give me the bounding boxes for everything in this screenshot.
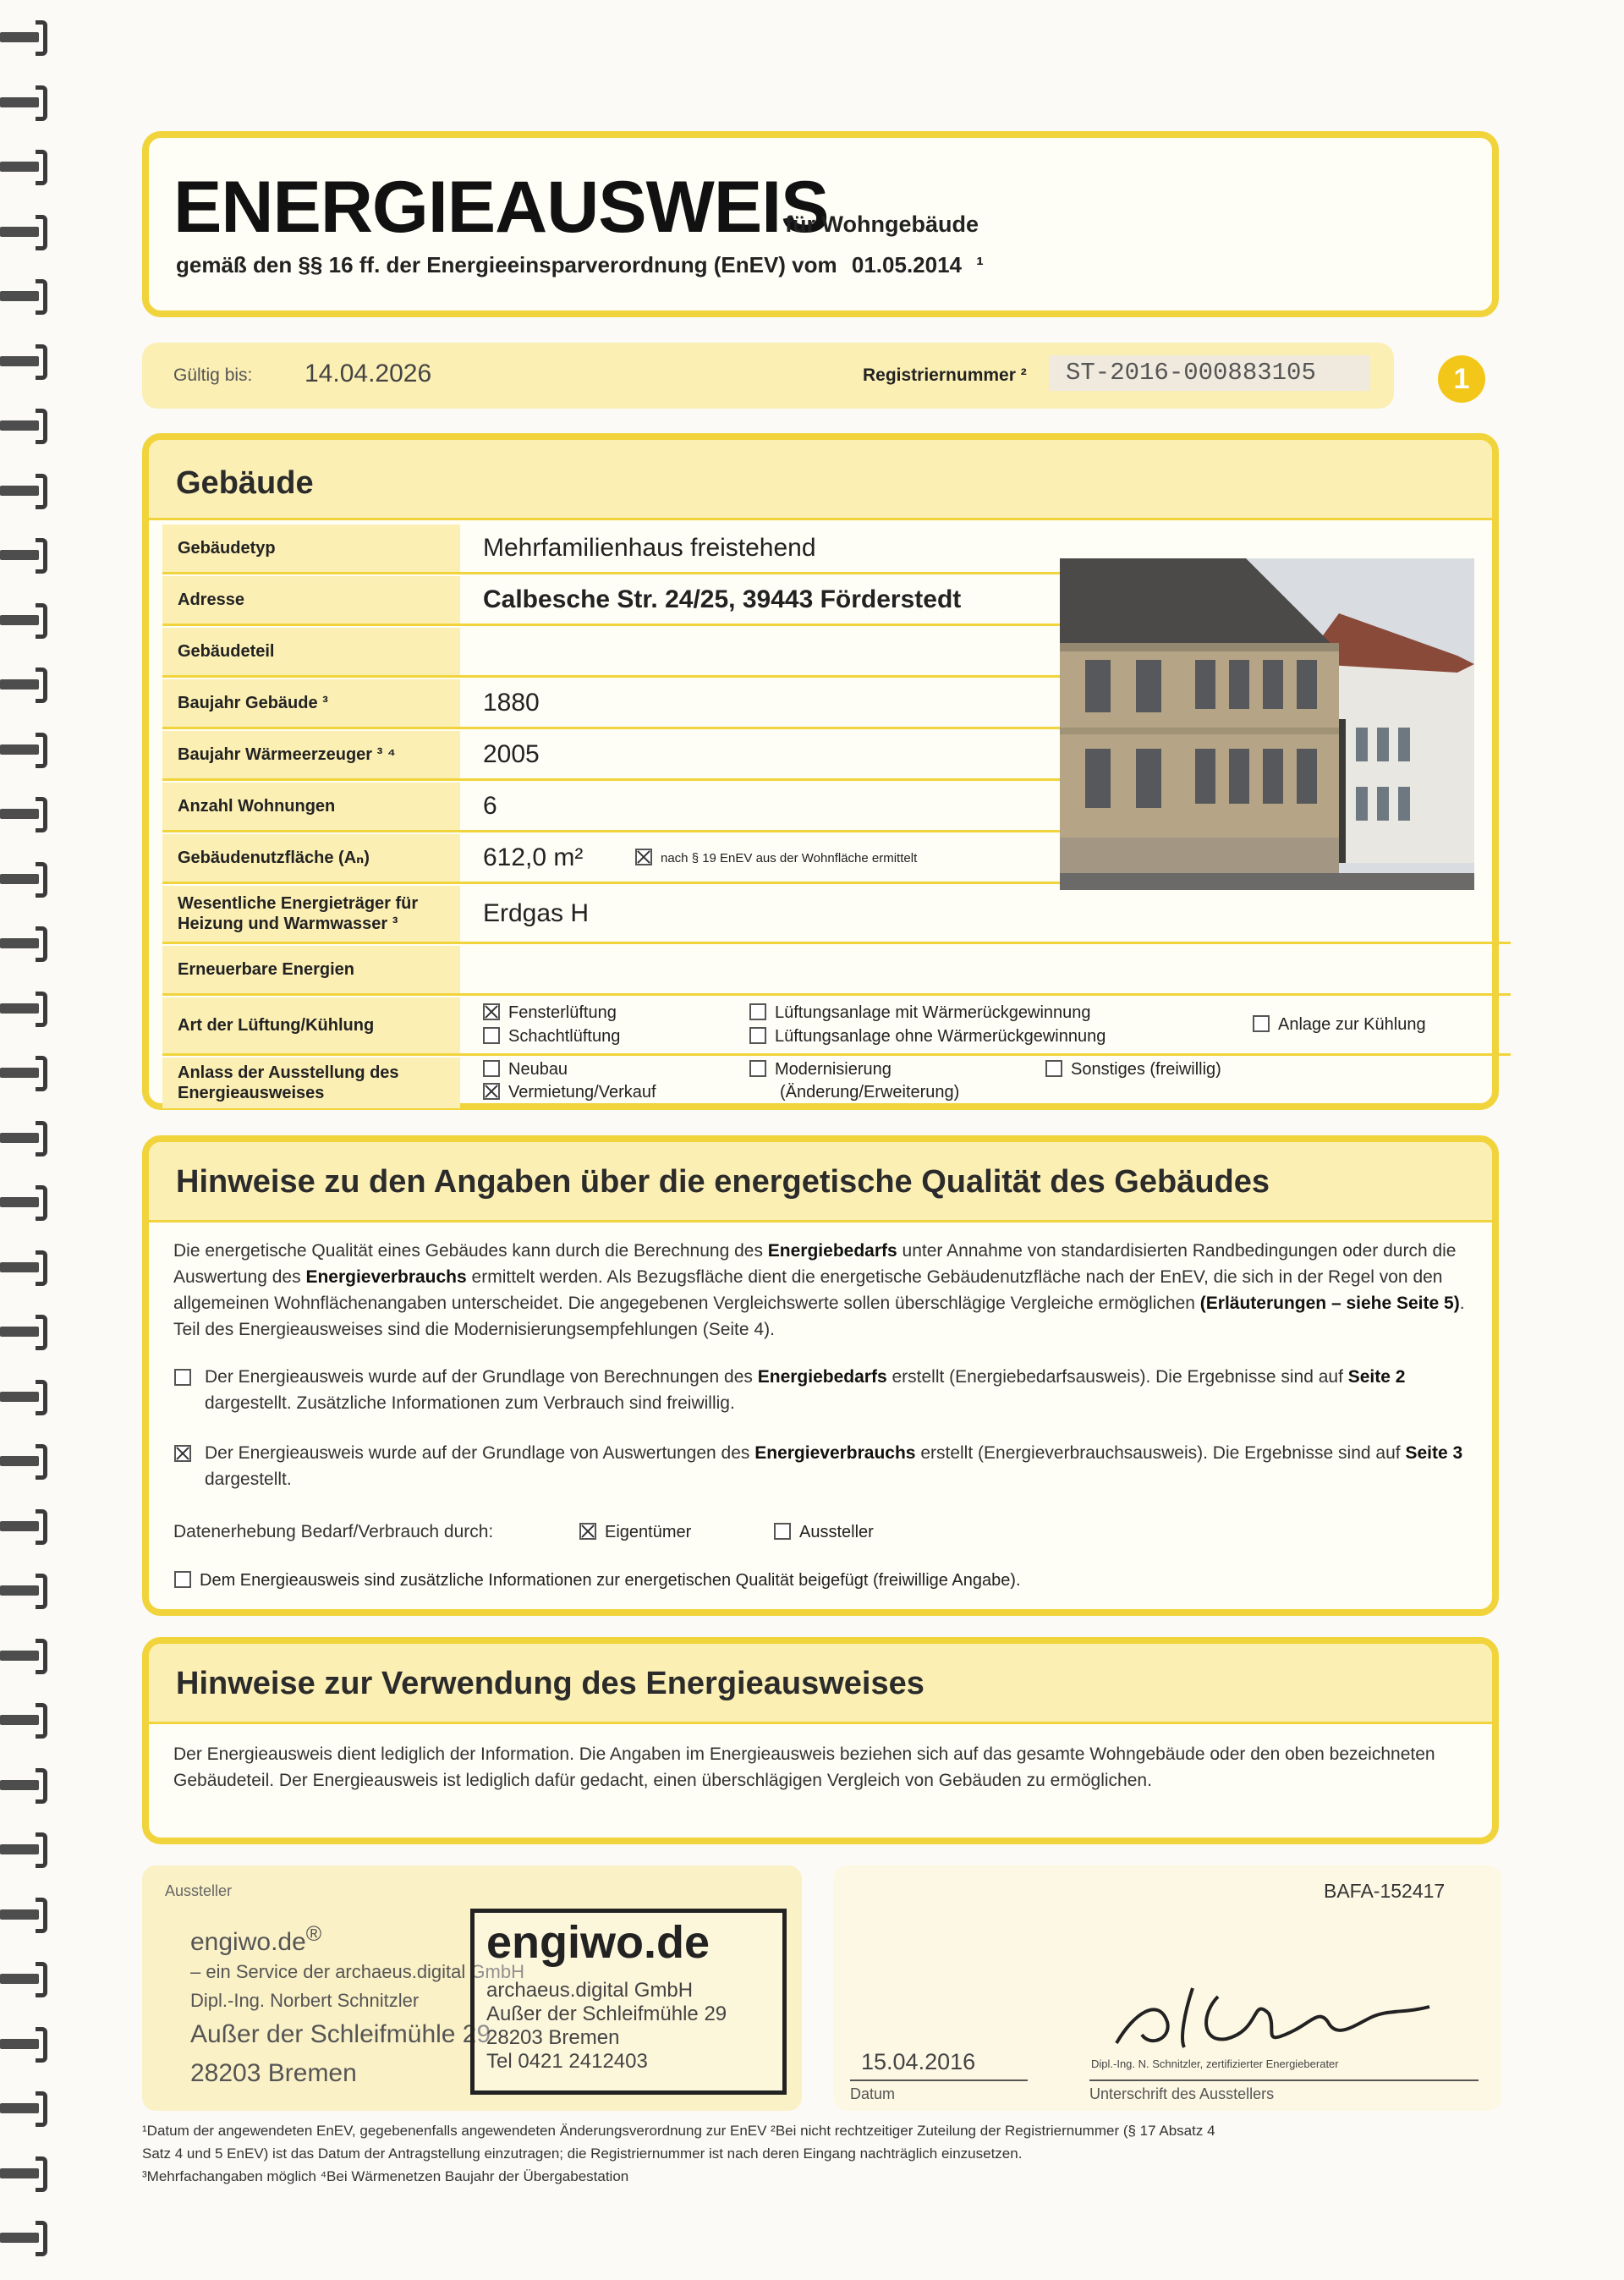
- binding-ring: [0, 1247, 52, 1288]
- footnote-line-2: Satz 4 und 5 EnEV) ist das Datum der Antragstellung einzutragen; die Registriernummer ist nach deren Eingang nachträglich einzusetzen.: [142, 2145, 1023, 2162]
- quality-section-title: Hinweise zu den Angaben über die energetische Qualität des Gebäudes: [176, 1164, 1270, 1200]
- label-energy-carrier: Wesentliche Energieträger für Heizung und Warmwasser ³: [162, 886, 460, 942]
- stamp-line-2: Außer der Schleifmühle 29: [486, 2003, 727, 2025]
- document-title: ENERGIEAUSWEIS: [173, 167, 829, 248]
- row-divider: [162, 675, 1193, 678]
- building-section-header: [149, 440, 1492, 520]
- label-reason: Anlass der Ausstellung des Energieausweises: [162, 1058, 460, 1108]
- issuer-line-4: Außer der Schleifmühle 29: [190, 2020, 491, 2048]
- binding-ring: [0, 1829, 52, 1870]
- data-collection-label: Datenerhebung Bedarf/Verbrauch durch:: [173, 1522, 494, 1541]
- binding-ring: [0, 1052, 52, 1093]
- date-label: Datum: [850, 2085, 896, 2102]
- reason-new-build[interactable]: Neubau: [483, 1060, 568, 1080]
- binding-ring: [0, 535, 52, 575]
- floor-area-note: nach § 19 EnEV aus der Wohnfläche ermittelt: [635, 850, 917, 867]
- signature: [1100, 1963, 1455, 2064]
- issuer-label: Aussteller: [165, 1882, 233, 1899]
- binding-ring: [0, 212, 52, 252]
- binding-ring: [0, 1635, 52, 1676]
- value-floor-area: 612,0 m²: [483, 843, 584, 871]
- binding-ring: [0, 1376, 52, 1417]
- usage-text: Der Energieausweis dient lediglich der Information. Die Angaben im Energieausweis beziehen sich auf das gesamte Wohngebäude oder den oben bezeichneten Gebäudeteil. Der Energieausweis ist lediglich dafür gedacht, einen überschlägigen Vergleich von Gebäuden zu ermöglichen.: [173, 1744, 1435, 1790]
- issuer-line-2: – ein Service der archaeus.digital GmbH: [190, 1961, 524, 1982]
- binding-ring: [0, 1765, 52, 1805]
- binding-ring: [0, 2088, 52, 2129]
- binding-ring: [0, 1959, 52, 1999]
- value-apartments: 6: [483, 792, 497, 820]
- binding-ring: [0, 859, 52, 899]
- reason-modernisation-note: (Änderung/Erweiterung): [780, 1083, 960, 1102]
- row-divider: [162, 942, 1511, 944]
- row-divider: [162, 572, 1193, 574]
- binding-ring: [0, 405, 52, 446]
- stamp-line-1: archaeus.digital GmbH: [486, 1979, 694, 2002]
- value-construction-year: 1880: [483, 689, 540, 717]
- reason-other[interactable]: Sonstiges (freiwillig): [1045, 1060, 1221, 1080]
- binding-ring: [0, 988, 52, 1029]
- stamp-line-3: 28203 Bremen: [486, 2026, 620, 2049]
- spiral-binding: [0, 0, 63, 2280]
- issuer-name: engiwo.de®: [190, 1922, 322, 1956]
- quality-intro: Die energetische Qualität eines Gebäudes kann durch die Berechnung des Energiebedarfs unter Annahme von standardisierten Randbedingungen oder durch die Auswertung des Energieverbrauchs ermittelt werden. Als Bezugsfläche dient die energetische Gebäudenutzfläche nach der EnEV, die sich in der Regel von den allgemeinen Wohnflächenangaben unterscheidet. Die angegebenen Vergleichswerte sollen überschlägige Vergleiche ermöglichen (Erläuterungen – siehe Seite 5). Teil des Energieausweises sind die Modernisierungsempfehlungen (Seite 4).: [173, 1241, 1465, 1339]
- label-renewable: Erneuerbare Energien: [162, 946, 460, 993]
- label-construction-year: Baujahr Gebäude ³: [162, 679, 460, 727]
- issuer-line-3: Dipl.-Ing. Norbert Schnitzler: [190, 1990, 420, 2011]
- stamp-title: engiwo.de: [486, 1917, 710, 1968]
- binding-ring: [0, 664, 52, 705]
- binding-ring: [0, 1441, 52, 1481]
- issuer-stamp: [470, 1909, 787, 2095]
- label-building-part: Gebäudeteil: [162, 628, 460, 675]
- label-address: Adresse: [162, 576, 460, 624]
- label-heater-year: Baujahr Wärmeerzeuger ³ ⁴: [162, 731, 460, 778]
- option-demand-checkbox[interactable]: [174, 1371, 200, 1387]
- reason-modernisation[interactable]: Modernisierung: [749, 1060, 892, 1080]
- row-divider: [162, 1053, 1511, 1056]
- valid-label: Gültig bis:: [173, 365, 253, 385]
- value-heater-year: 2005: [483, 740, 540, 768]
- binding-ring: [0, 2217, 52, 2258]
- value-building-type: Mehrfamilienhaus freistehend: [483, 534, 816, 562]
- binding-ring: [0, 82, 52, 123]
- option-demand-text: Der Energieausweis wurde auf der Grundlage von Berechnungen des Energiebedarfs erstellt (Energiebedarfsausweis). Die Ergebnisse sind auf Seite 2 dargestellt. Zusätzliche Informationen zum Verbrauch sind freiwillig.: [205, 1367, 1406, 1413]
- binding-ring: [0, 341, 52, 382]
- binding-ring: [0, 923, 52, 964]
- date-line: [850, 2079, 1028, 2081]
- document-title-suffix: für Wohngebäude: [785, 212, 979, 237]
- ventilation-no-heat-recovery[interactable]: Lüftungsanlage ohne Wärmerückgewinnung: [749, 1027, 1106, 1047]
- building-photo: [1060, 558, 1474, 890]
- ventilation-cooling[interactable]: Anlage zur Kühlung: [1253, 1015, 1426, 1035]
- label-apartments: Anzahl Wohnungen: [162, 783, 460, 830]
- binding-ring: [0, 1182, 52, 1222]
- binding-ring: [0, 1118, 52, 1158]
- binding-ring: [0, 276, 52, 316]
- binding-ring: [0, 17, 52, 58]
- binding-ring: [0, 2153, 52, 2194]
- binding-ring: [0, 794, 52, 834]
- data-owner-option[interactable]: Eigentümer: [579, 1523, 691, 1542]
- ventilation-shaft[interactable]: Schachtlüftung: [483, 1027, 620, 1047]
- binding-ring: [0, 600, 52, 640]
- binding-ring: [0, 470, 52, 511]
- extra-info-option[interactable]: Dem Energieausweis sind zusätzliche Informationen zur energetischen Qualität beigefügt (freiwillige Angabe).: [174, 1571, 1021, 1591]
- binding-ring: [0, 1894, 52, 1935]
- building-section-title: Gebäude: [176, 465, 314, 501]
- row-divider: [162, 993, 1511, 996]
- document-subtitle: gemäß den §§ 16 ff. der Energieeinsparverordnung (EnEV) vom 01.05.2014 ¹: [176, 252, 984, 277]
- value-energy-carrier: Erdgas H: [483, 899, 590, 927]
- binding-ring: [0, 1506, 52, 1547]
- value-address: Calbesche Str. 24/25, 39443 Förderstedt: [483, 585, 962, 613]
- signature-name: Dipl.-Ing. N. Schnitzler, zertifizierter Energieberater: [1091, 2057, 1339, 2070]
- signature-label: Unterschrift des Ausstellers: [1089, 2085, 1275, 2102]
- issuer-line-5: 28203 Bremen: [190, 2059, 357, 2087]
- reason-rent-sale[interactable]: Vermietung/Verkauf: [483, 1083, 656, 1102]
- page-number-badge: 1: [1438, 355, 1485, 403]
- binding-ring: [0, 1311, 52, 1352]
- row-divider: [162, 830, 1193, 832]
- floor-area-checkbox[interactable]: [635, 849, 652, 865]
- footnote-line-1: ¹Datum der angewendeten EnEV, gegebenenfalls angewendeten Änderungsverordnung zur EnEV ²Bei nicht rechtzeitiger Zuteilung der Registriernummer (§ 17 Absatz 4: [142, 2123, 1215, 2139]
- option-consumption-checkbox[interactable]: [174, 1447, 200, 1464]
- ventilation-heat-recovery[interactable]: Lüftungsanlage mit Wärmerückgewinnung: [749, 1003, 1091, 1023]
- label-ventilation: Art der Lüftung/Kühlung: [162, 997, 460, 1053]
- label-floor-area: Gebäudenutzfläche (Aₙ): [162, 834, 460, 882]
- registration-number: ST-2016-000883105: [1049, 355, 1370, 391]
- label-building-type: Gebäudetyp: [162, 525, 460, 572]
- binding-ring: [0, 1570, 52, 1611]
- valid-until: 14.04.2026: [304, 360, 432, 387]
- usage-section-title: Hinweise zur Verwendung des Energieausweises: [176, 1666, 924, 1701]
- binding-ring: [0, 2024, 52, 2064]
- binding-ring: [0, 729, 52, 770]
- registration-label: Registriernummer ²: [863, 365, 1027, 385]
- signature-line: [1089, 2079, 1479, 2081]
- row-divider: [162, 882, 1193, 884]
- stamp-line-4: Tel 0421 2412403: [486, 2050, 648, 2073]
- footnote-line-3: ³Mehrfachangaben möglich ⁴Bei Wärmenetzen Baujahr der Übergabestation: [142, 2168, 629, 2184]
- row-divider: [162, 624, 1193, 626]
- ventilation-window[interactable]: Fensterlüftung: [483, 1003, 617, 1023]
- issue-date: 15.04.2016: [861, 2049, 976, 2074]
- data-issuer-option[interactable]: Aussteller: [774, 1523, 874, 1542]
- row-divider: [162, 778, 1193, 781]
- option-consumption-text: Der Energieausweis wurde auf der Grundlage von Auswertungen des Energieverbrauchs erstellt (Energieverbrauchsausweis). Die Ergebnisse sind auf Seite 3 dargestellt.: [205, 1443, 1463, 1489]
- binding-ring: [0, 1700, 52, 1740]
- bafa-number: BAFA-152417: [1324, 1880, 1446, 1902]
- row-divider: [162, 727, 1193, 729]
- binding-ring: [0, 146, 52, 187]
